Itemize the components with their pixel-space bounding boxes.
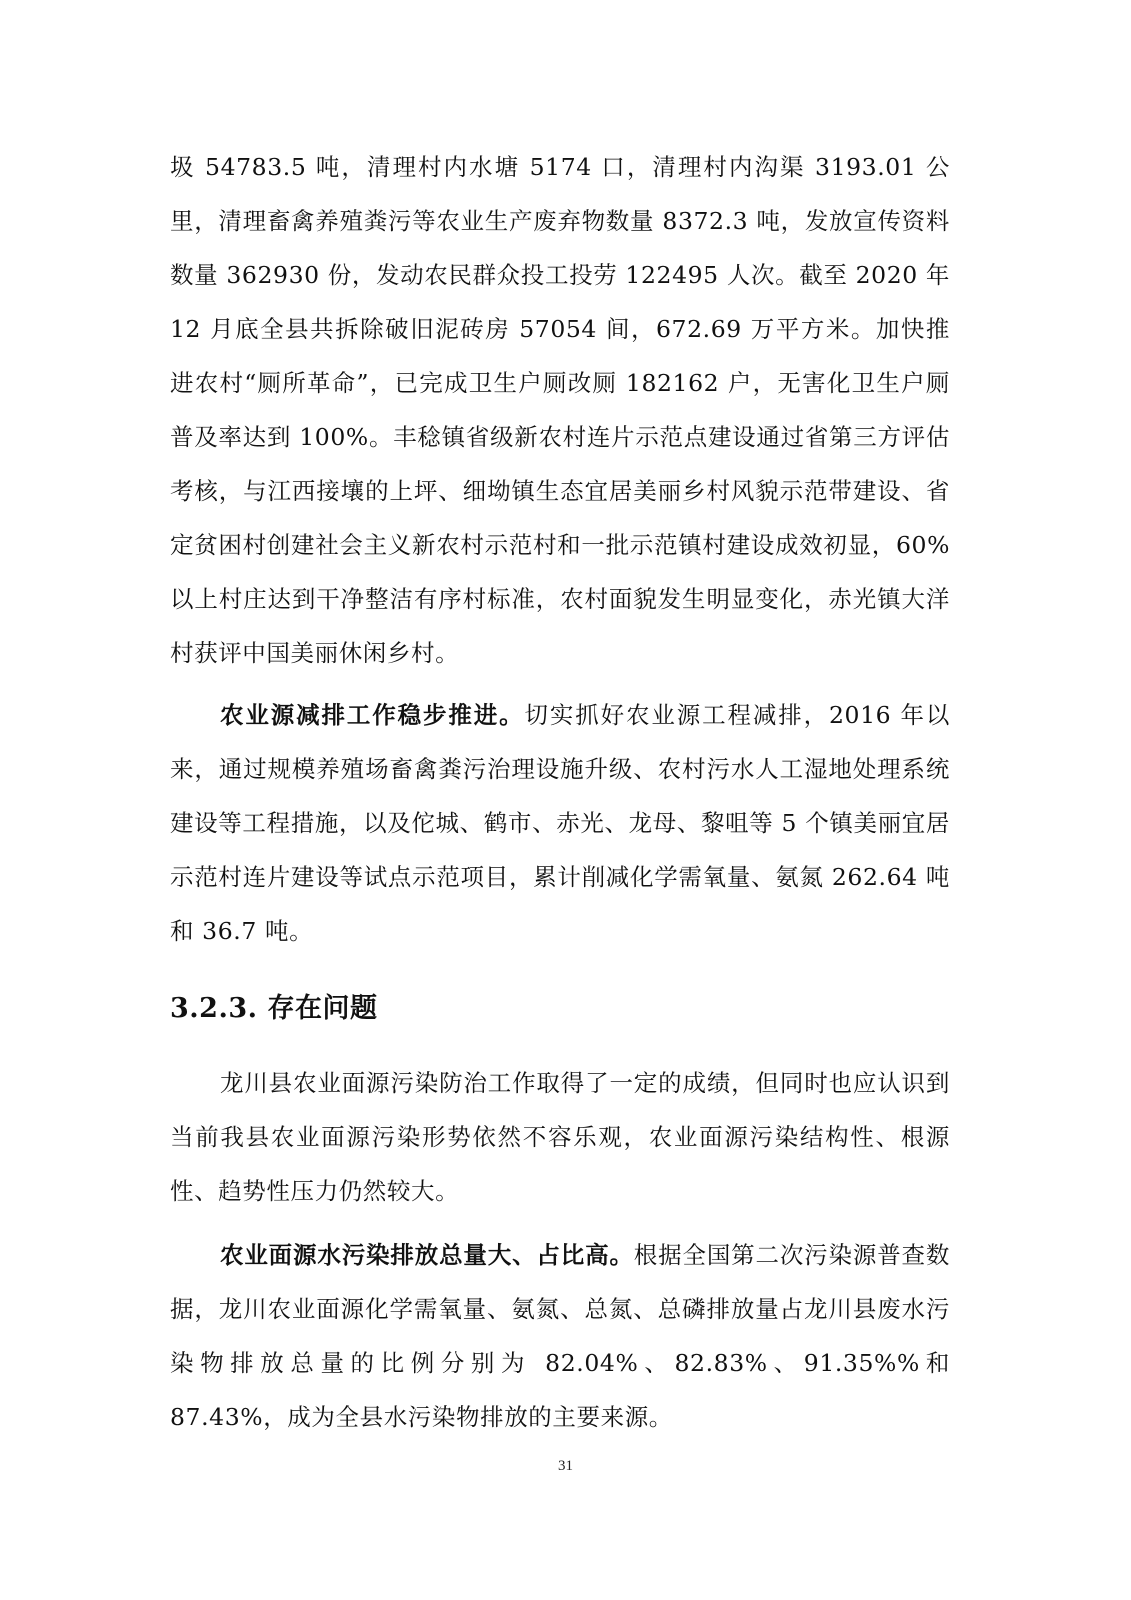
section-heading: 3.2.3. 存在问题 [170,993,378,1024]
paragraph-water-pollution [170,1228,950,1444]
paragraph-emission-reduction [170,688,950,958]
paragraph-continued: 圾 54783.5 吨，清理村内水塘 5174 口，清理村内沟渠 3193.01 公里，清理畜禽养殖粪污等农业生产废弃物数量 8372.3 吨，发放宣传资料数量 362930 份，发动农民群众投工投劳 122495 人次。截至 2020 年 12 月底全县共拆除破旧泥砖房 57054 间，672.69 万平方米。加快推进农村“厕所革命”，已完成卫生户厕改厕 182162 户，无害化卫生户厕普及率达到 100%。丰稔镇省级新农村连片示范点建设通过省第三方评估考核，与江西接壤的上坪、细坳镇生态宜居美丽乡村风貌示范带建设、省定贫困村创建社会主义新农村示范村和一批示范镇村建设成效初显，60%以上村庄达到干净整洁有序村标准，农村面貌发生明显变化，赤光镇大洋村获评中国美丽休闲乡村。 [170,153,950,667]
paragraph-body-emission-reduction: 切实抓好农业源工程减排，2016 年以来，通过规模养殖场畜禽粪污治理设施升级、农村污水人工湿地处理系统建设等工程措施，以及佗城、鹤市、赤光、龙母、黎咀等 5 个镇美丽宜居示范村连片建设等试点示范项目，累计削减化学需氧量、氨氮 262.64 吨和 36.7 吨。 [170,701,950,945]
paragraph-lead-water-pollution: 农业面源水污染排放总量大、占比高。 [220,1241,634,1269]
page-number: 31 [558,1458,573,1474]
page-content [170,140,950,1444]
paragraph-lead-emission-reduction: 农业源减排工作稳步推进。 [220,701,525,729]
paragraph-body-water-pollution: 根据全国第二次污染源普查数据，龙川农业面源化学需氧量、氨氮、总氮、总磷排放量占龙川县废水污染物排放总量的比例分别为 82.04%、82.83%、91.35%%和 87.43%，成为全县水污染物排放的主要来源。 [170,1241,950,1431]
paragraph-problems-intro: 龙川县农业面源污染防治工作取得了一定的成绩，但同时也应认识到当前我县农业面源污染形势依然不容乐观，农业面源污染结构性、根源性、趋势性压力仍然较大。 [170,1069,950,1205]
